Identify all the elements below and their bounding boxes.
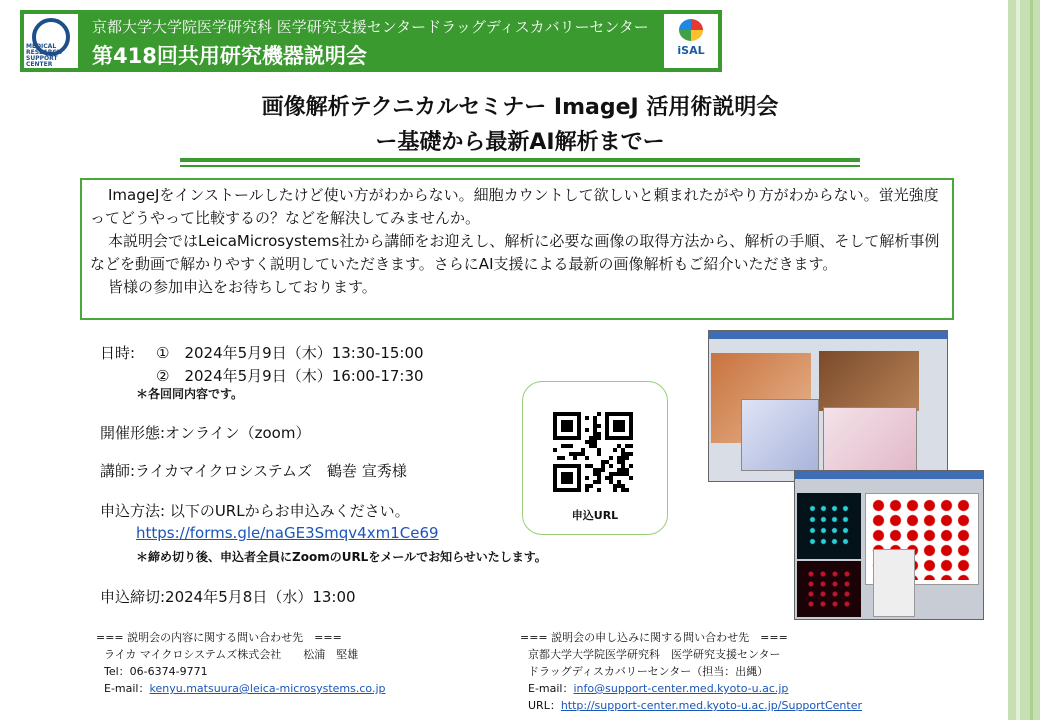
same-content-note: ＊各回同内容です。: [136, 387, 244, 401]
contact-application-org1: 京都大学大学院医学研究科 医学研究支援センター: [528, 648, 781, 661]
contact-application: [520, 629, 862, 714]
imagej-screenshot-histology: [708, 330, 948, 482]
apply-method: 申込方法: 以下のURLからお申込みください。: [100, 502, 410, 520]
session-2: ② 2024年5月9日（木）16:00-17:30: [156, 367, 424, 385]
title-divider: [180, 165, 860, 167]
zoom-note: ＊締め切り後、申込者全員にZoomのURLをメールでお知らせいたします。: [136, 550, 547, 564]
medical-research-support-center-logo: [24, 14, 78, 68]
page-title: 画像解析テクニカルセミナー ImageJ 活用術説明会: [261, 95, 779, 120]
session-1: ① 2024年5月9日（木）13:30-15:00: [156, 344, 424, 362]
contact-content-name: ライカ マイクロシステムズ株式会社 松浦 堅雄: [104, 648, 359, 661]
contact-application-heading: === 説明会の申し込みに関する問い合わせ先 ===: [520, 631, 788, 644]
histology-image-pink: [823, 407, 917, 475]
qr-caption: 申込URL: [571, 509, 619, 522]
window-titlebar: [795, 471, 983, 479]
intro-paragraph: 皆様の参加申込をお待ちしております。: [108, 278, 377, 296]
qr-card: [522, 381, 668, 535]
header-banner: [20, 10, 722, 72]
deadline: 申込締切:2024年5月8日（水）13:00: [100, 588, 356, 606]
organization-name: 京都大学大学院医学研究科 医学研究支援センタードラッグディスカバリーセンター: [92, 18, 649, 36]
intro-paragraph: ImageJをインストールしたけど使い方がわからない。細胞カウントして欲しいと頼まれたがやり方がわからない。蛍光強度ってどうやって比較するの？などを解決してみませんか。: [90, 186, 939, 227]
qr-code-icon[interactable]: [553, 412, 633, 492]
isal-logo-text: iSAL: [677, 44, 705, 57]
contact-content-tel: Tel：06-6374-9771: [104, 665, 208, 678]
date-label: 日時:: [100, 344, 136, 362]
contact-content-heading: === 説明会の内容に関する問い合わせ先 ===: [96, 631, 342, 644]
lecturer: 講師:ライカマイクロシステムズ 鶴巻 宣秀様: [100, 462, 407, 480]
contact-content: [96, 629, 385, 697]
title-divider: [180, 158, 860, 162]
window-titlebar: [709, 331, 947, 339]
contact-content-email-label: E-mail：: [104, 682, 150, 695]
isal-logo: [664, 14, 718, 68]
fluorescence-image-cyan: [797, 493, 861, 559]
logo-text: MEDICAL RESEARCH SUPPORT CENTER: [26, 43, 62, 68]
event-number: 第418回共用研究機器説明会: [92, 44, 367, 68]
isal-mark-icon: [679, 19, 703, 41]
event-format: 開催形態:オンライン（zoom）: [100, 424, 311, 442]
fluorescence-image-red: [797, 561, 861, 617]
results-table: [873, 549, 915, 617]
contact-application-org2: ドラッグディスカバリーセンター（担当：出縄）: [528, 665, 769, 678]
histology-image-dark: [819, 351, 919, 411]
intro-paragraph: 本説明会ではLeicaMicrosystems社から講師をお迎えし、解析に必要な画像の取得方法から、解析の手順、そして解析事例などを動画で解かりやすく説明していただきます。さらにAI支援による最新の画像解析もご紹介いただきます。: [90, 232, 940, 273]
contact-application-email-link[interactable]: info@support-center.med.kyoto-u.ac.jp: [573, 682, 789, 695]
contact-application-url-link[interactable]: http://support-center.med.kyoto-u.ac.jp/SupportCenter: [560, 699, 863, 712]
histology-image-blue: [741, 399, 819, 471]
contact-application-url-label: URL：: [528, 699, 561, 712]
apply-url-link[interactable]: https://forms.gle/naGE3Smqv4xm1Ce69: [136, 524, 439, 542]
contact-application-email-label: E-mail：: [528, 682, 574, 695]
imagej-screenshot-fluorescence: [794, 470, 984, 620]
contact-content-email-link[interactable]: kenyu.matsuura@leica-microsystems.co.jp: [149, 682, 386, 695]
page-subtitle: ー基礎から最新AI解析までー: [375, 130, 665, 155]
intro-box: [80, 178, 954, 320]
